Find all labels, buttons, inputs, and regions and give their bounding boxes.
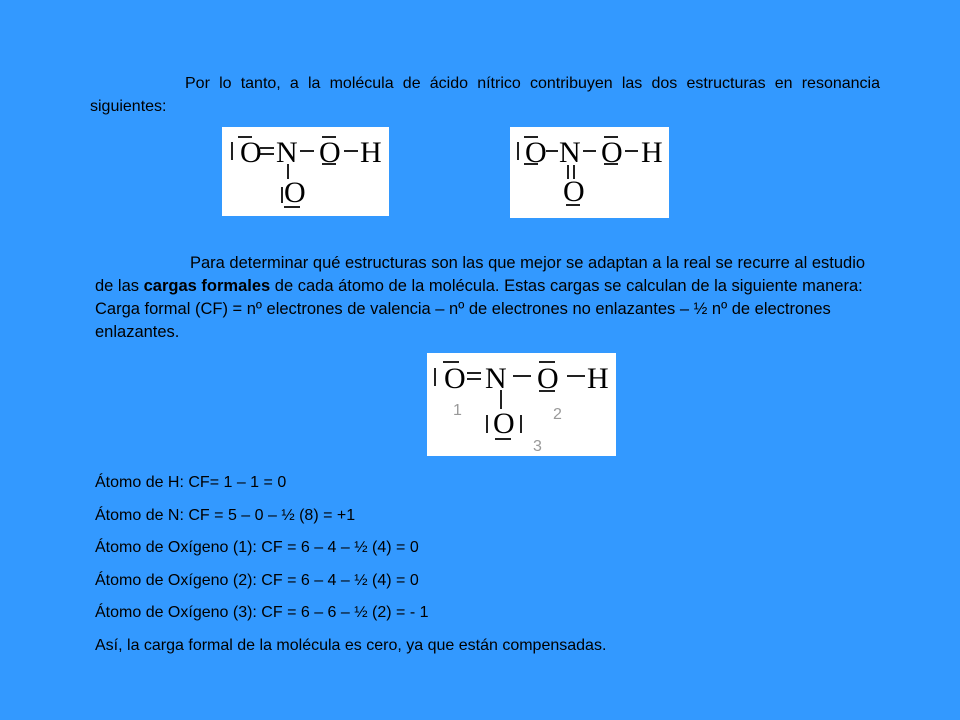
atom-o-bottom: O	[563, 175, 585, 208]
atom-o-left: O	[444, 362, 466, 395]
calc-oxygen-3: Átomo de Oxígeno (3): CF = 6 – 6 – ½ (2) = - 1	[95, 604, 429, 622]
atom-o-right: O	[537, 362, 559, 395]
resonance-structure-1	[222, 127, 389, 216]
label-2: 2	[553, 406, 562, 423]
atom-o-bottom: O	[493, 407, 515, 440]
intro-paragraph: Por lo tanto, a la molécula de ácido nítrico contribuyen las dos estructuras en resonancia siguientes:	[90, 75, 880, 115]
label-1: 1	[453, 402, 462, 419]
calc-oxygen-2: Átomo de Oxígeno (2): CF = 6 – 4 – ½ (4) = 0	[95, 571, 419, 589]
calc-oxygen-1: Átomo de Oxígeno (1): CF = 6 – 4 – ½ (4) = 0	[95, 539, 419, 557]
atom-n: N	[559, 136, 581, 169]
conclusion: Así, la carga formal de la molécula es cero, ya que están compensadas.	[95, 636, 607, 654]
label-3: 3	[533, 438, 542, 455]
calc-n: Átomo de N: CF = 5 – 0 – ½ (8) = +1	[95, 506, 356, 524]
atom-n: N	[276, 136, 298, 169]
atom-o-left: O	[240, 136, 262, 169]
method-text-2: de cada átomo de la molécula. Estas cargas se calculan de la siguiente manera: Carga formal (CF) = nº electrones de valencia – nº de electrones no enlazantes – ½ nº de electrones enlazantes.	[95, 277, 863, 341]
method-bold-term: cargas formales	[143, 277, 271, 295]
formal-charge-calculations	[95, 472, 895, 668]
atom-n: N	[485, 362, 507, 395]
atom-h: H	[360, 136, 382, 169]
atom-o-right: O	[601, 136, 623, 169]
atom-h: H	[641, 136, 663, 169]
numbered-structure	[427, 353, 616, 456]
method-text-1: Para determinar qué estructuras son las que mejor se adaptan a la real se recurre al estudio de las	[95, 254, 866, 295]
atom-o-bottom: O	[284, 176, 306, 209]
atom-o-right: O	[319, 136, 341, 169]
method-paragraph	[95, 252, 885, 344]
atom-h: H	[587, 362, 609, 395]
resonance-structure-2	[510, 127, 669, 218]
calc-h: Átomo de H: CF= 1 – 1 = 0	[95, 474, 287, 491]
atom-o-left: O	[525, 136, 547, 169]
